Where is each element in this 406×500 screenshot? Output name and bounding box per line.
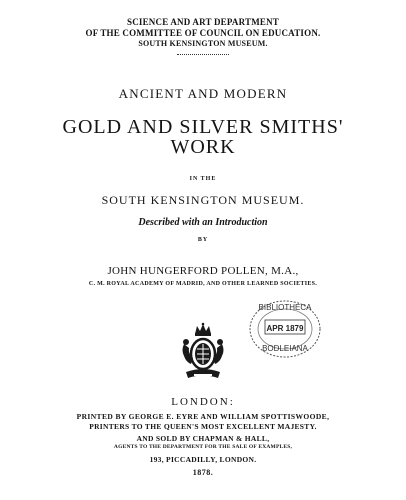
title-gold-silver: GOLD AND SILVER SMITHS' (62, 116, 344, 138)
author-name: JOHN HUNGERFORD POLLEN, M.A., (107, 265, 299, 277)
ornamental-rule (177, 54, 229, 55)
stamp-top-text: BIBLIOTHECA (258, 303, 312, 312)
imprint-address: 193, PICCADILLY, LONDON. (149, 455, 257, 464)
stamp-date: APR 1879 (266, 324, 304, 333)
author-credentials: C. M. ROYAL ACADEMY OF MADRID, AND OTHER LEARNED SOCIETIES. (88, 281, 318, 287)
title-work: WORK (170, 136, 236, 158)
title-by: BY (197, 237, 209, 243)
library-stamp-icon (247, 298, 323, 360)
title-ancient-modern: ANCIENT AND MODERN (118, 86, 288, 101)
title-in-the: IN THE (189, 176, 217, 182)
stamp-bottom-text: BODLEIANA (262, 344, 308, 353)
museum-header-line: SOUTH KENSINGTON MUSEUM. (138, 39, 268, 48)
imprint-printers: PRINTERS TO THE QUEEN'S MOST EXCELLENT MAJESTY. (89, 422, 317, 431)
imprint-sold-by: AND SOLD BY CHAPMAN & HALL, (136, 434, 270, 443)
department-line: SCIENCE AND ART DEPARTMENT (126, 17, 279, 27)
imprint-year: 1878. (192, 468, 214, 477)
title-museum: SOUTH KENSINGTON MUSEUM. (101, 193, 305, 207)
title-described: Described with an Introduction (138, 217, 268, 228)
imprint-printed-by: PRINTED BY GEORGE E. EYRE AND WILLIAM SPOTTISWOODE, (76, 412, 330, 421)
royal-coat-of-arms-icon (180, 322, 226, 382)
imprint-agents: AGENTS TO THE DEPARTMENT FOR THE SALE OF EXAMPLES, (113, 444, 293, 450)
committee-line: OF THE COMMITTEE OF COUNCIL ON EDUCATION. (85, 28, 321, 38)
imprint-city: LONDON: (171, 396, 235, 408)
